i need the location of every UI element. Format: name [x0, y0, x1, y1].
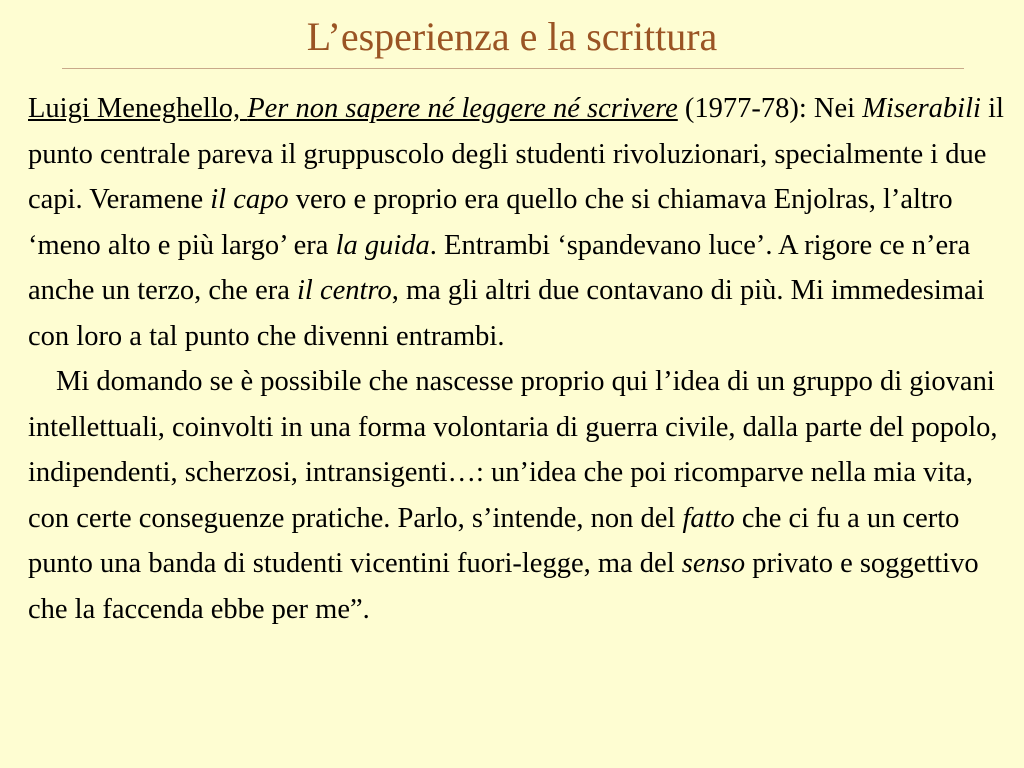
- quote-text: Mi domando se è possibile che nascesse proprio qui l’idea di un gruppo di giovani intellettuali, coinvolti in una forma volontaria di guerra civile, dalla parte del popolo, indipendenti, scherzosi, intransigenti…: un’idea che poi ricomparve nella mia vita, con certe conseguenze pratiche. Parlo, s’intende, non del: [28, 366, 998, 534]
- quote-italic: il centro: [297, 275, 392, 306]
- quote-text: che ci fu a un certo punto una banda di studenti vicentini fuori-legge, ma del: [28, 502, 960, 579]
- quote-italic: senso: [681, 548, 746, 579]
- quote-body: [28, 86, 1012, 632]
- quote-text: . Entrambi ‘spandevano luce’. A rigore ce n’era anche un terzo, che era: [28, 229, 971, 306]
- slide-title: L’esperienza e la scrittura: [306, 14, 718, 59]
- author-name: Luigi Meneghello,: [28, 93, 248, 124]
- quote-italic: la guida: [335, 229, 430, 261]
- quote-paragraph-2: [28, 359, 1012, 632]
- quote-text: privato e soggettivo che la faccenda ebbe per me”.: [28, 548, 979, 625]
- quote-text: il punto centrale pareva il gruppuscolo degli studenti rivoluzionari, specialmente i due capi. Veramene: [28, 93, 1004, 215]
- quote-italic: Miserabili: [862, 93, 981, 124]
- quote-text: , ma gli altri due contavano di più. Mi immedesimai con loro a tal punto che divenni entrambi.: [28, 275, 985, 352]
- book-title: Per non sapere né leggere né scrivere: [247, 93, 678, 124]
- quote-italic: il capo: [210, 184, 289, 215]
- title-divider: [62, 68, 964, 69]
- quote-text: (1977-78): Nei: [677, 93, 863, 124]
- quote-author: [28, 93, 678, 124]
- quote-text: vero e proprio era quello che si chiamava Enjolras, l’altro ‘meno alto e più largo’ era: [28, 184, 953, 261]
- quote-paragraph-1: [28, 86, 1012, 359]
- quote-italic: fatto: [682, 502, 735, 534]
